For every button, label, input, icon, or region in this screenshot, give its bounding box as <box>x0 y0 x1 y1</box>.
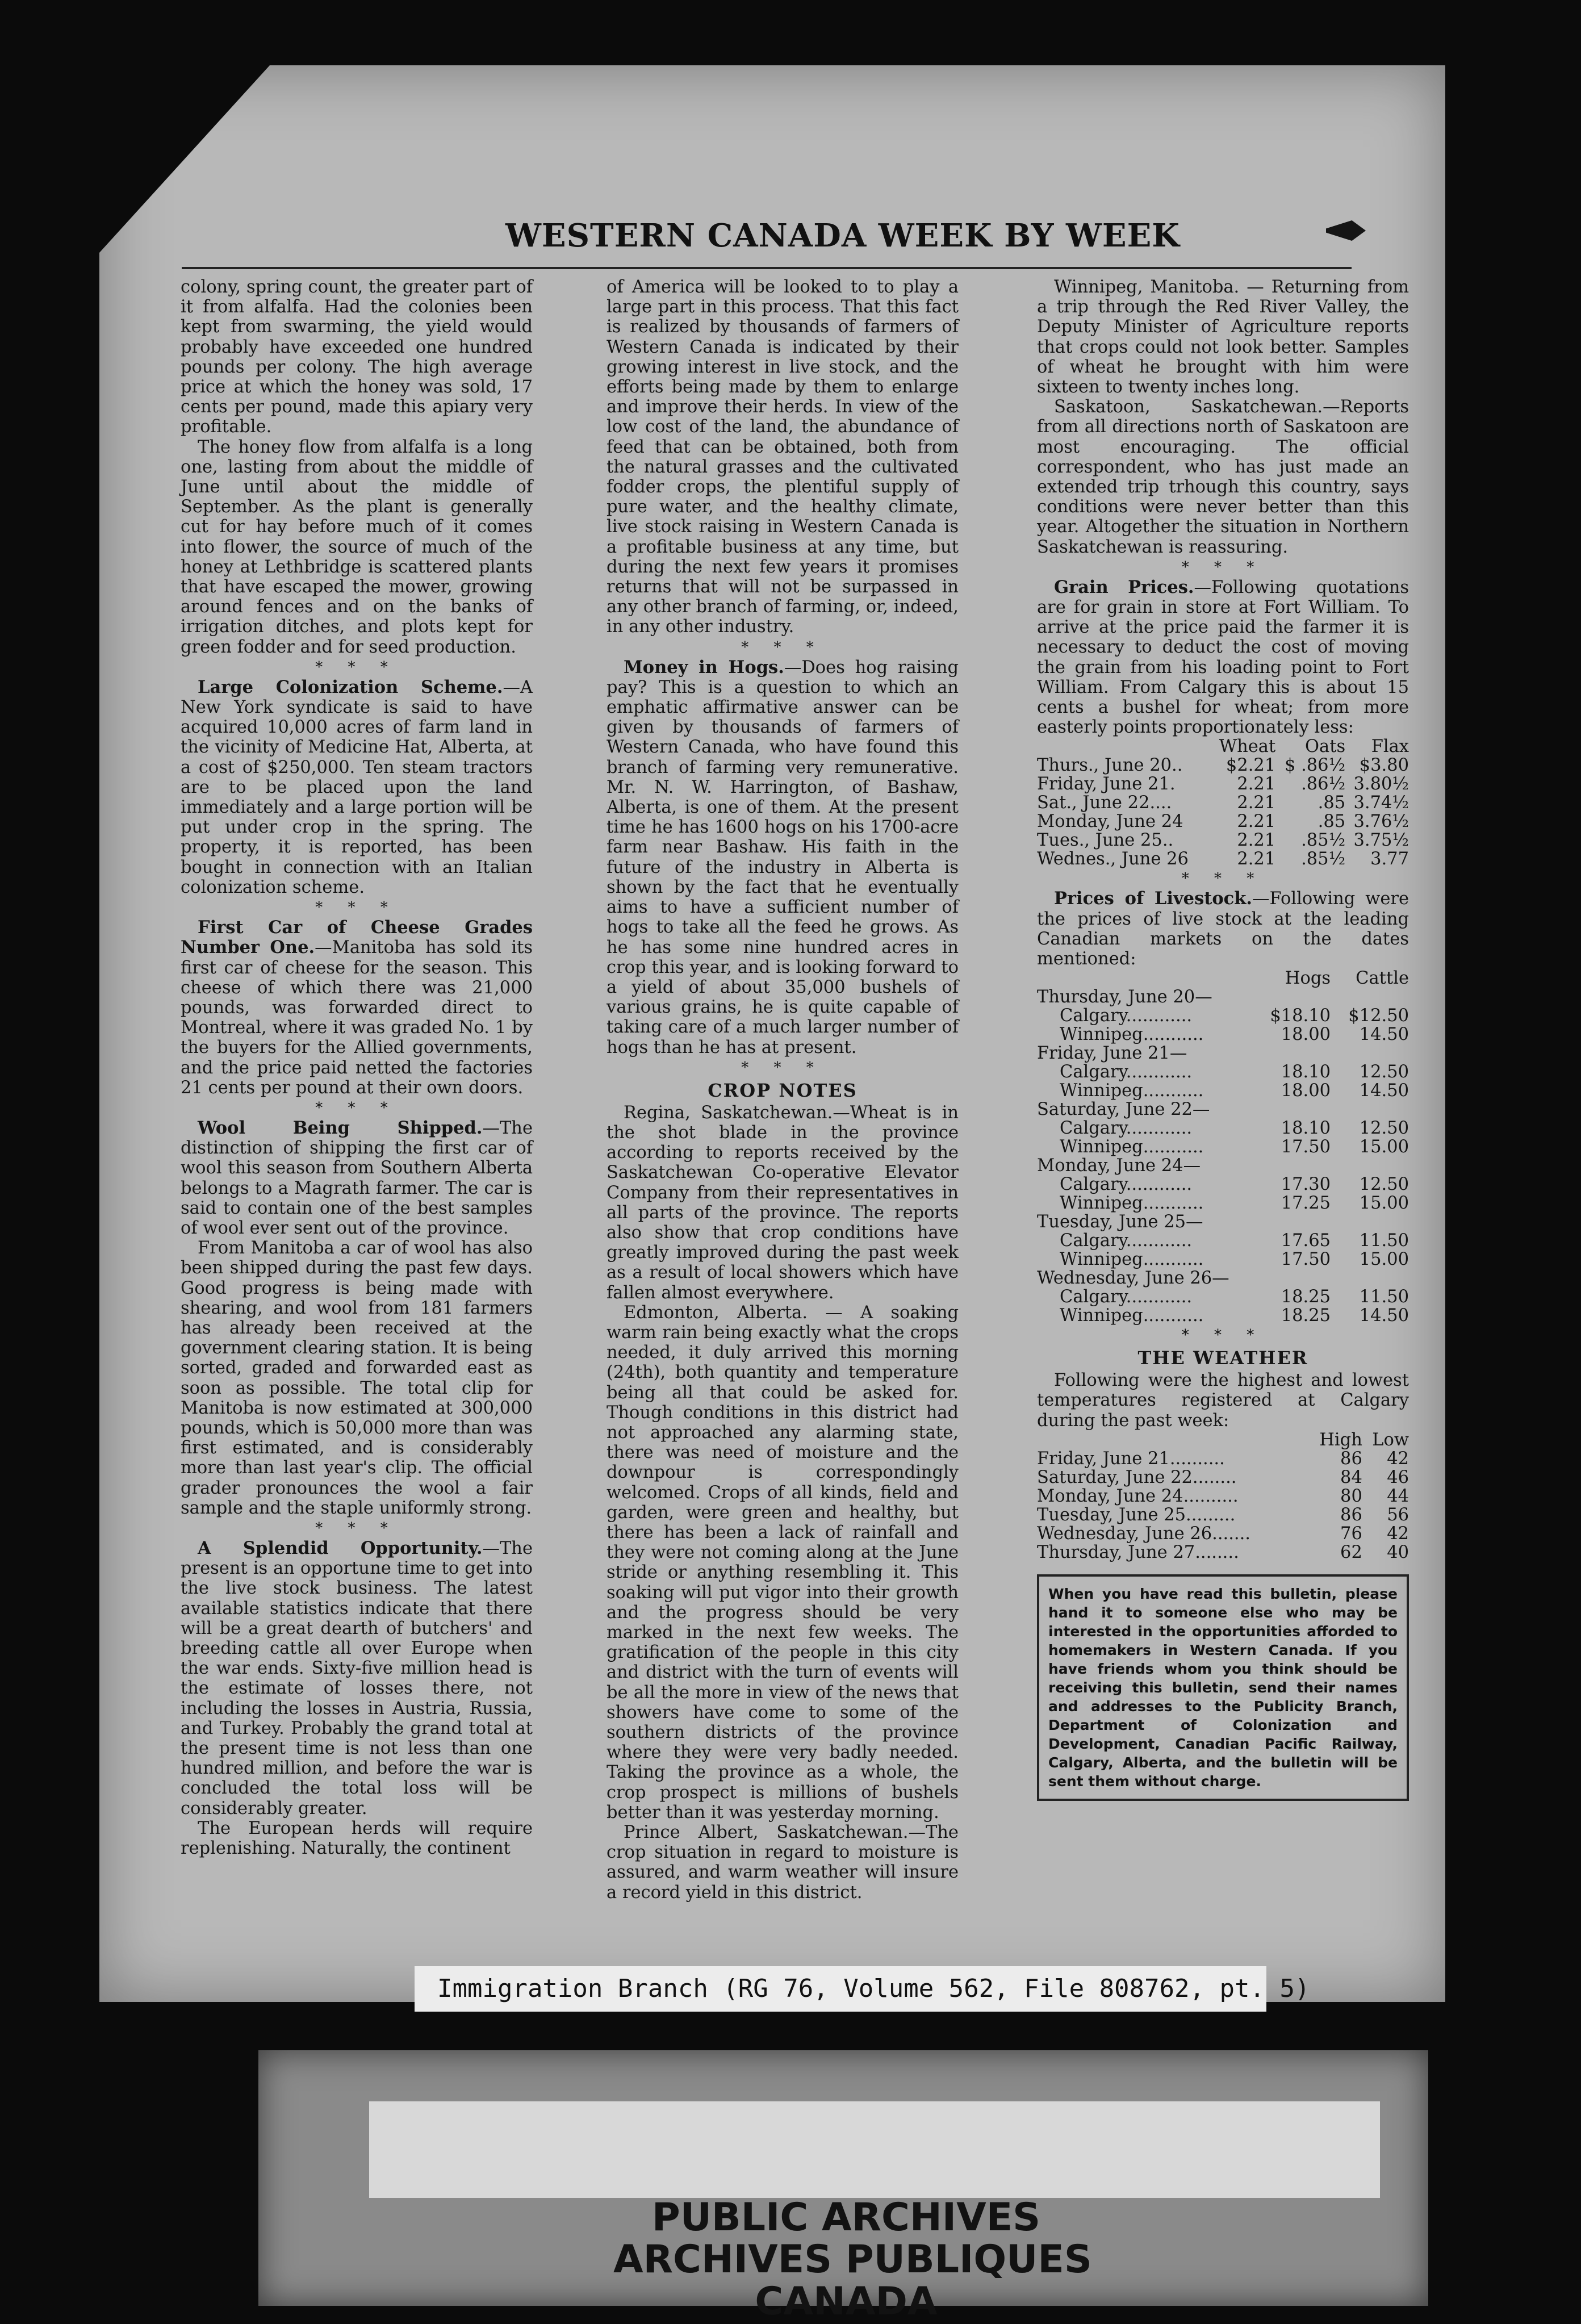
table-cell: 14.50 <box>1359 1306 1409 1326</box>
row-label: Wednes., June 26 <box>1037 849 1189 870</box>
article-paragraph: of America will be looked to to play a large part in this process. That this fact is realized by thousands of farmers of Western Canada is indicated by their growing interest in live stock, and the efforts being made by them to enlarge and improve their herds. In view of the low cost of the land, the abundance of feed that can be obtained, both from the natural grasses and the cultivated fodder crops, the plentiful supply of pure water, and the healthy climate, live stock raising in Western Canada is a profitable business at any time, but during the next few years it promises returns that will not be surpassed in any other branch of farming, or, indeed, in any other industry. <box>607 277 959 637</box>
table-cell: 15.00 <box>1359 1137 1409 1157</box>
day-label: Monday, June 24— <box>1037 1156 1201 1176</box>
article-heading: A Splendid Opportunity. <box>198 1537 483 1558</box>
table-row <box>1037 1487 1409 1506</box>
day-label: Tuesday, June 25— <box>1037 1212 1203 1232</box>
article-paragraph: colony, spring count, the greater part of it from alfalfa. Had the colonies been kept from swarming, the yield would probably have exceeded one hundred pounds per colony. The high average price at which the honey was sold, 17 cents per pound, made this apiary very profitable. <box>181 277 533 437</box>
section-separator: * * * <box>741 1059 824 1076</box>
row-label: Thursday, June 27........ <box>1037 1542 1239 1562</box>
section-separator: * * * <box>315 1099 398 1117</box>
column-header: High <box>1319 1429 1362 1450</box>
column-header <box>1037 1431 1308 1449</box>
article-heading: Grain Prices. <box>1054 576 1194 597</box>
column-header: Oats <box>1305 737 1346 757</box>
table-row <box>1037 1194 1409 1213</box>
archive-reference-label: Immigration Branch (RG 76, Volume 562, File 808762, pt. 5) <box>415 1966 1266 2012</box>
grain-prices-table <box>1037 737 1409 868</box>
table-row <box>1037 1119 1409 1138</box>
table-cell: 3.74½ <box>1353 793 1409 813</box>
table-cell: 18.10 <box>1281 1118 1331 1139</box>
day-label: Wednesday, June 26— <box>1037 1268 1229 1289</box>
article-heading: Money in Hogs. <box>624 657 784 678</box>
weather-table <box>1037 1431 1409 1562</box>
table-cell: 15.00 <box>1359 1193 1409 1214</box>
section-separator: * * * <box>315 1519 398 1537</box>
table-cell: 18.10 <box>1281 1062 1331 1082</box>
market-label: Calgary............ <box>1060 1231 1193 1251</box>
table-row <box>1037 756 1409 775</box>
day-row <box>1037 1213 1409 1231</box>
market-label: Winnipeg........... <box>1060 1193 1204 1214</box>
table-cell: .85 <box>1318 793 1346 813</box>
table-cell: 3.75½ <box>1353 830 1409 851</box>
table-cell: .85½ <box>1301 830 1346 851</box>
table-cell: 2.21 <box>1237 830 1276 851</box>
column-header: Hogs <box>1285 968 1331 989</box>
livestock-prices-table <box>1037 969 1409 1325</box>
table-cell: 2.21 <box>1237 849 1276 870</box>
table-cell: 3.77 <box>1370 849 1409 870</box>
column-3-articles <box>1037 277 1409 737</box>
table-cell: $3.80 <box>1359 755 1409 776</box>
row-label: Monday, June 24 <box>1037 812 1183 832</box>
table-cell: 12.50 <box>1359 1118 1409 1139</box>
table-cell: $18.10 <box>1270 1006 1331 1026</box>
table-cell: 42 <box>1387 1523 1409 1544</box>
day-row <box>1037 988 1409 1006</box>
section-heading: CROP NOTES <box>708 1079 858 1101</box>
table-row <box>1037 1506 1409 1524</box>
table-row <box>1037 1543 1409 1562</box>
livestock-intro <box>1037 889 1409 969</box>
table-cell: 56 <box>1387 1504 1409 1525</box>
table-cell: 11.50 <box>1359 1231 1409 1251</box>
table-cell: 17.30 <box>1281 1174 1331 1195</box>
row-label: Monday, June 24.......... <box>1037 1486 1239 1506</box>
row-label: Friday, June 21.......... <box>1037 1448 1225 1469</box>
table-cell: 17.25 <box>1281 1193 1331 1214</box>
table-cell: 11.50 <box>1359 1287 1409 1307</box>
table-cell: 17.65 <box>1281 1231 1331 1251</box>
article-heading: Large Colonization Scheme. <box>198 676 503 697</box>
table-row <box>1037 1250 1409 1269</box>
market-label: Winnipeg........... <box>1060 1306 1204 1326</box>
section-separator: * * * <box>741 638 824 656</box>
table-cell: 62 <box>1340 1542 1362 1562</box>
table-header-row <box>1037 737 1409 756</box>
table-cell: 14.50 <box>1359 1025 1409 1045</box>
article-paragraph <box>1037 578 1409 738</box>
table-cell: .86½ <box>1301 774 1346 795</box>
table-cell: 42 <box>1387 1448 1409 1469</box>
article-heading: First Car of Cheese Grades Number One. <box>181 917 533 958</box>
article-text: —The present is an opportune time to get into the live stock business. The latest available statistics indicate that there will be a great dearth of butchers' and breeding cattle all over Europe when the war ends. Sixty-five million head is the estimate of losses there, not including the losses in Austria, Russia, and Turkey. Probably the grand total at the present time is not less than one hundred million, and before the war is concluded the total loss will be considerably greater. <box>181 1538 533 1819</box>
table-cell: 18.25 <box>1281 1287 1331 1307</box>
row-label: Tuesday, June 25......... <box>1037 1504 1236 1525</box>
table-row <box>1037 812 1409 831</box>
section-separator: * * * <box>315 899 398 917</box>
market-label: Calgary............ <box>1060 1287 1193 1307</box>
day-row <box>1037 1044 1409 1063</box>
article-paragraph <box>181 918 533 1098</box>
market-label: Winnipeg........... <box>1060 1249 1204 1270</box>
market-label: Winnipeg........... <box>1060 1137 1204 1157</box>
table-cell: 46 <box>1387 1467 1409 1487</box>
article-text: —The distinction of shipping the first car of wool this season from Southern Alberta belongs to a Magrath farmer. The car is said to contain one of the best samples of wool ever sent out of the province. <box>181 1118 533 1238</box>
day-row <box>1037 1156 1409 1175</box>
table-row <box>1037 1175 1409 1194</box>
column-header <box>1037 737 1211 756</box>
table-cell: 2.21 <box>1237 793 1276 813</box>
table-row <box>1037 1025 1409 1044</box>
table-row <box>1037 1288 1409 1306</box>
article-paragraph <box>181 678 533 897</box>
row-label: Thurs., June 20.. <box>1037 755 1183 776</box>
table-cell: $12.50 <box>1348 1006 1409 1026</box>
table-cell: 84 <box>1340 1467 1362 1487</box>
stamp-line: CANADA <box>755 2279 938 2324</box>
table-row <box>1037 793 1409 812</box>
archive-strip <box>369 2101 1380 2198</box>
table-row <box>1037 775 1409 793</box>
article-paragraph: Regina, Saskatchewan.—Wheat is in the shot blade in the province according to reports received by the Saskatchewan Co-operative Elevator Company from their representatives in all parts of the province. The reports also show that crop conditions have greatly improved during the past week as a result of local showers which have fallen almost everywhere. <box>607 1102 959 1303</box>
article-text: —Manitoba has sold its first car of cheese for the season. This cheese of which there was 21,000 pounds, was forwarded direct to Montreal, where it was graded No. 1 by the buyers for the Allied governments, and the price paid netted the factories 21 cents per pound at their own doors. <box>181 938 533 1098</box>
section-separator: * * * <box>1181 558 1265 576</box>
table-cell: 17.50 <box>1281 1249 1331 1270</box>
stamp-line: ARCHIVES PUBLIQUES <box>613 2237 1092 2282</box>
table-row <box>1037 1231 1409 1250</box>
table-row <box>1037 1081 1409 1100</box>
table-cell: 3.76½ <box>1353 812 1409 832</box>
table-cell: $ .86½ <box>1284 755 1346 776</box>
weather-intro: Following were the highest and lowest temperatures registered at Calgary during the past week: <box>1037 1370 1409 1431</box>
table-cell: 86 <box>1340 1448 1362 1469</box>
column-header <box>1037 969 1252 988</box>
column-header: Low <box>1372 1429 1409 1450</box>
article-heading: Wool Being Shipped. <box>198 1117 483 1138</box>
livestock-heading: Prices of Livestock. <box>1054 888 1253 909</box>
row-label: Tues., June 25.. <box>1037 830 1174 851</box>
article-paragraph: Prince Albert, Saskatchewan.—The crop situation in regard to moisture is assured, and warm weather will insure a record yield in this district. <box>607 1823 959 1903</box>
table-row <box>1037 1063 1409 1081</box>
bulletin-title: WESTERN CANADA WEEK BY WEEK <box>505 217 1180 254</box>
table-row <box>1037 831 1409 850</box>
archives-stamp <box>613 2195 1092 2324</box>
header-rule <box>182 267 1352 269</box>
column-header: Wheat <box>1219 737 1276 757</box>
table-cell: 15.00 <box>1359 1249 1409 1270</box>
table-row <box>1037 1138 1409 1156</box>
table-cell: 76 <box>1340 1523 1362 1544</box>
table-row <box>1037 1449 1409 1468</box>
table-cell: 40 <box>1387 1542 1409 1562</box>
article-paragraph: From Manitoba a car of wool has also been shipped during the past few days. Good progress is being made with shearing, and wool from 181 farmers has already been received at the government clearing station. It is being sorted, graded and forwarded east as soon as possible. The total clip for Manitoba is now estimated at 300,000 pounds, which is 50,000 more than was first estimated, and is considerably more than last year's clip. The official grader pronounces the wool a fair sample and the staple uniformly strong. <box>181 1238 533 1518</box>
table-cell: 44 <box>1387 1486 1409 1506</box>
column-1 <box>181 277 533 1858</box>
table-cell: 18.00 <box>1281 1025 1331 1045</box>
table-cell: $2.21 <box>1226 755 1276 776</box>
table-header-row <box>1037 1431 1409 1449</box>
market-label: Winnipeg........... <box>1060 1081 1204 1101</box>
row-label: Friday, June 21. <box>1037 774 1176 795</box>
column-2 <box>607 277 959 1903</box>
article-paragraph: Edmonton, Alberta. — A soaking warm rain being exactly what the crops needed, it duly arrived this morning (24th), both quantity and temperature being all that could be asked for. Though conditions in this district had not approached any alarming state, there was need of moisture and the downpour is correspondingly welcomed. Crops of all kinds, field and garden, were green and healthy, but there has been a lack of rainfall and they were not coming along at the June stride or anything resembling it. This soaking will put vigor into their growth and the progress should be very marked in the next few weeks. The gratification of the people in this city and district with the turn of events will be all the more in view of the news that showers have come to some of the southern districts of the province where they were very badly needed. Taking the province as a whole, the crop prospect is millions of bushels better than it was yesterday morning. <box>607 1302 959 1823</box>
table-row <box>1037 850 1409 868</box>
table-row <box>1037 1006 1409 1025</box>
article-paragraph: The honey flow from alfalfa is a long one, lasting from about the middle of June until about the middle of September. As the plant is generally cut for hay before much of it comes into flower, the source of much of the honey at Lethbridge is scattered plants that have escaped the mower, growing around fences and on the banks of irrigation ditches, and plots kept for green fodder and for seed production. <box>181 437 533 657</box>
bulletin-notice-box: When you have read this bulletin, please hand it to someone else who may be interested in the opportunities afforded to homemakers in Western Canada. If you have friends whom you think should be receiving this bulletin, send their names and addresses to the Publicity Branch, Department of Colonization and Development, Canadian Pacific Railway, Calgary, Alberta, and the bulletin will be sent them without charge. <box>1037 1574 1409 1801</box>
table-cell: 2.21 <box>1237 774 1276 795</box>
market-label: Winnipeg........... <box>1060 1025 1204 1045</box>
day-row <box>1037 1100 1409 1119</box>
column-header: Cattle <box>1356 968 1409 989</box>
row-label: Wednesday, June 26....... <box>1037 1523 1250 1544</box>
table-cell: 18.25 <box>1281 1306 1331 1326</box>
article-paragraph <box>181 1118 533 1238</box>
table-cell: 80 <box>1340 1486 1362 1506</box>
column-3 <box>1037 277 1409 1801</box>
article-paragraph <box>607 658 959 1057</box>
table-cell: .85½ <box>1301 849 1346 870</box>
column-header: Flax <box>1371 737 1409 757</box>
table-cell: .85 <box>1318 812 1346 832</box>
article-paragraph <box>181 1539 533 1819</box>
table-row <box>1037 1524 1409 1543</box>
table-cell: 2.21 <box>1237 812 1276 832</box>
day-label: Friday, June 21— <box>1037 1043 1187 1064</box>
article-paragraph: Winnipeg, Manitoba. — Returning from a trip through the Red River Valley, the Deputy Minister of Agriculture reports that crops could not look better. Samples of wheat he brought with him were sixteen to twenty inches long. <box>1037 277 1409 398</box>
table-cell: 17.50 <box>1281 1137 1331 1157</box>
day-label: Saturday, June 22— <box>1037 1100 1210 1120</box>
article-text: —Does hog raising pay? This is a question to which an emphatic affirmative answer can be given by thousands of farmers of Western Canada, who have found this branch of farming very remunerative. Mr. N. W. Harrington, of Bashaw, Alberta, is one of them. At the present time he has 1600 hogs on his 1700-acre farm near Bashaw. His faith in the future of the industry in Alberta is shown by the fact that he eventually aims to have a sufficient number of hogs to take all the feed he grows. As he has some nine hundred acres in crop this year, and is looking forward to a yield of about 35,000 bushels of various grains, he is quite capable of taking care of a much larger number of hogs than he has at present. <box>607 657 959 1057</box>
table-cell: 12.50 <box>1359 1174 1409 1195</box>
section-separator: * * * <box>1181 1327 1265 1344</box>
section-separator: * * * <box>315 658 398 676</box>
row-label: Saturday, June 22........ <box>1037 1467 1237 1487</box>
table-cell: 3.80½ <box>1353 774 1409 795</box>
table-cell: 14.50 <box>1359 1081 1409 1101</box>
market-label: Calgary............ <box>1060 1174 1193 1195</box>
day-row <box>1037 1269 1409 1288</box>
weather-heading: THE WEATHER <box>1137 1347 1308 1369</box>
table-cell: 18.00 <box>1281 1081 1331 1101</box>
article-paragraph: The European herds will require replenishing. Naturally, the continent <box>181 1818 533 1859</box>
livestock-intro-text: —Following were the prices of live stock at the leading Canadian markets on the dates mentioned: <box>1037 889 1409 969</box>
article-text: —Following quotations are for grain in store at Fort William. To arrive at the price paid the farmer it is necessary to deduct the cost of moving the grain from his loading point to Fort William. From Calgary this is about 15 cents a bushel for wheat; from more easterly points proportionately less: <box>1037 577 1409 738</box>
market-label: Calgary............ <box>1060 1062 1193 1082</box>
article-paragraph: Saskatoon, Saskatchewan.—Reports from all directions north of Saskatoon are most encouraging. The official correspondent, who has just made an extended trip trhough this country, says conditions were never better than this year. Altogether the situation in Northern Saskatchewan is reassuring. <box>1037 397 1409 557</box>
stamp-line: PUBLIC ARCHIVES <box>651 2195 1041 2240</box>
table-row <box>1037 1468 1409 1487</box>
section-separator: * * * <box>1181 870 1265 888</box>
table-row <box>1037 1306 1409 1325</box>
market-label: Calgary............ <box>1060 1118 1193 1139</box>
article-text: —A New York syndicate is said to have acquired 10,000 acres of farm land in the vicinity of Medicine Hat, Alberta, at a cost of $250,000. Ten steam tractors are to be placed upon the land immediately and a large portion will be put under crop in the spring. The property, it is reported, has been bought in connection with an Italian colonization scheme. <box>181 677 533 897</box>
table-cell: 12.50 <box>1359 1062 1409 1082</box>
row-label: Sat., June 22.... <box>1037 793 1172 813</box>
day-label: Thursday, June 20— <box>1037 987 1212 1008</box>
market-label: Calgary............ <box>1060 1006 1193 1026</box>
table-header-row <box>1037 969 1409 988</box>
table-cell: 86 <box>1340 1504 1362 1525</box>
